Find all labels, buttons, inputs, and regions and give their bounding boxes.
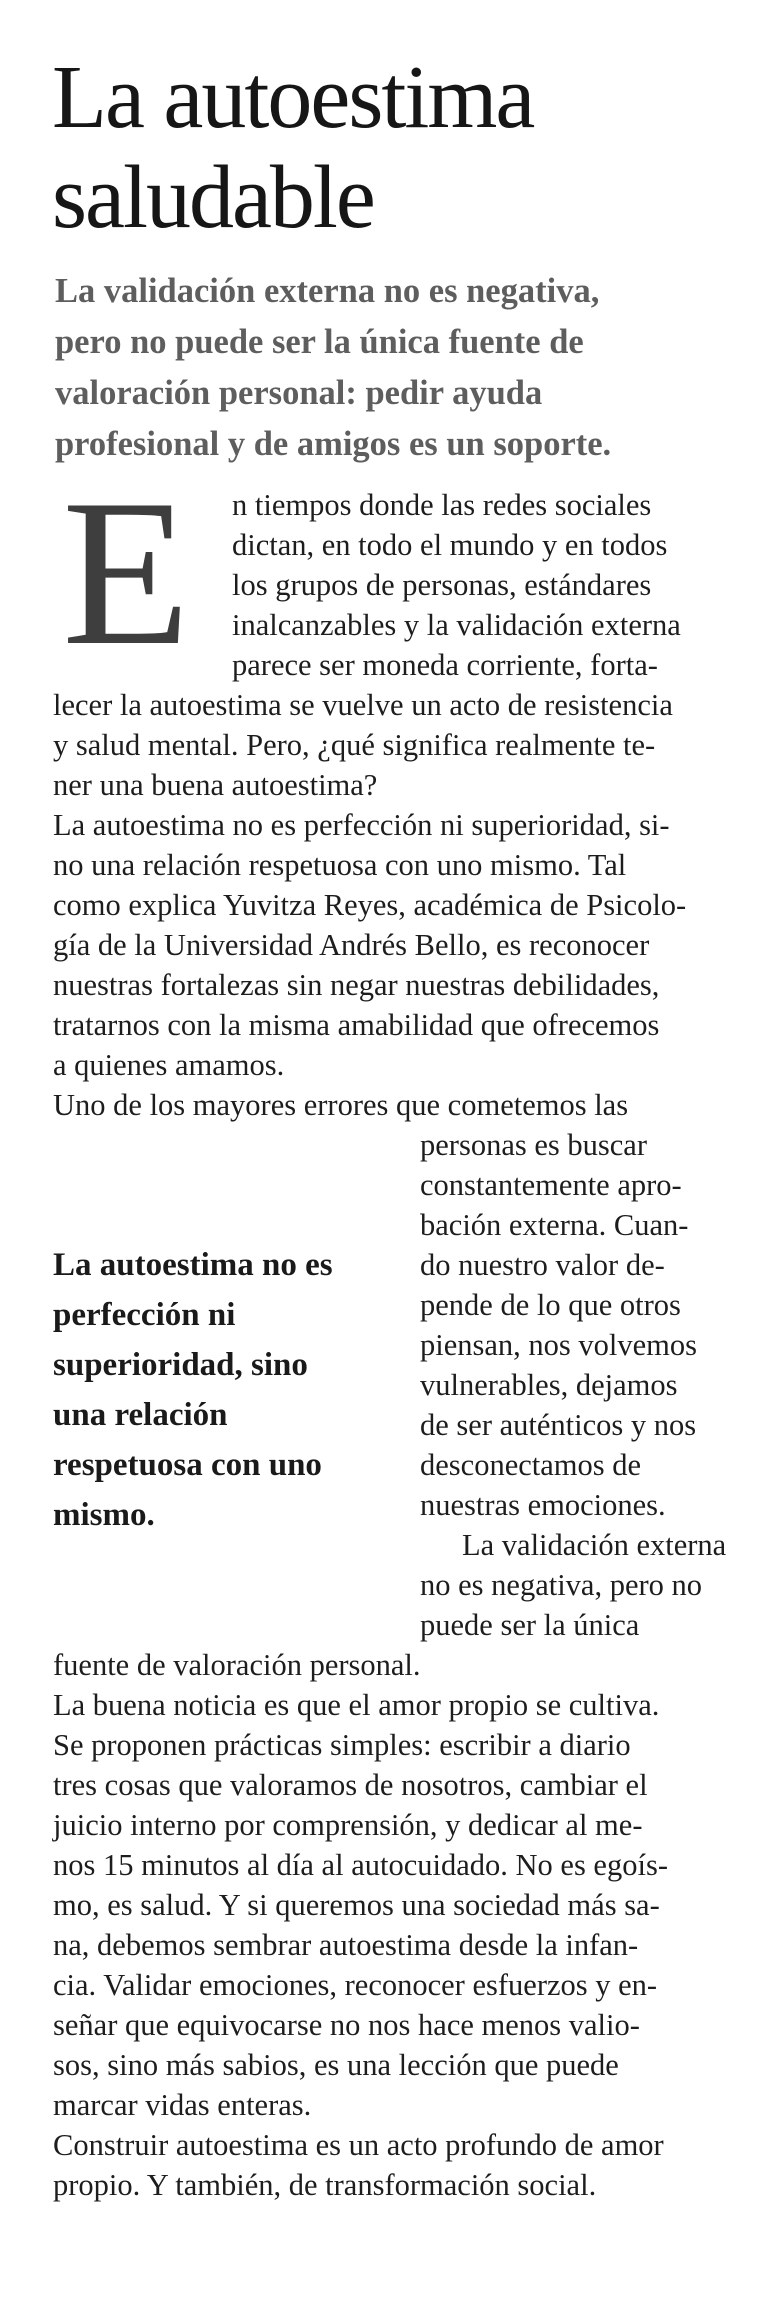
- body-line: constantemente apro-: [420, 1168, 682, 1202]
- body-line: gía de la Universidad Andrés Bello, es reconocer: [53, 928, 650, 962]
- body-line: La validación externa: [462, 1528, 727, 1562]
- body-line: señar que equivocarse no nos hace menos valio-: [53, 2008, 640, 2042]
- body-line: La autoestima no es perfección ni superioridad, si-: [53, 808, 670, 842]
- body-line: a quienes amamos.: [53, 1048, 285, 1082]
- body-line: lecer la autoestima se vuelve un acto de resistencia: [53, 688, 673, 722]
- body-line: tratarnos con la misma amabilidad que ofrecemos: [53, 1008, 660, 1042]
- body-line: sos, sino más sabios, es una lección que puede: [53, 2048, 619, 2082]
- pull-quote-line: respetuosa con uno: [53, 1447, 322, 1483]
- body-line: los grupos de personas, estándares: [232, 568, 652, 602]
- body-line: no una relación respetuosa con uno mismo. Tal: [53, 848, 627, 882]
- article-title: [52, 48, 752, 248]
- body-line: parece ser moneda corriente, forta-: [232, 648, 658, 682]
- body-line: ner una buena autoestima?: [53, 768, 378, 802]
- body-line: propio. Y también, de transformación social.: [53, 2168, 597, 2202]
- article-lead: [55, 266, 755, 470]
- lead-line: pero no puede ser la única fuente de: [55, 323, 584, 361]
- body-line: nuestras emociones.: [420, 1488, 666, 1522]
- body-line: Uno de los mayores errores que cometemos las: [53, 1088, 629, 1122]
- drop-cap: E: [62, 457, 191, 689]
- body-line: La buena noticia es que el amor propio se cultiva.: [53, 1688, 660, 1722]
- body-line: dictan, en todo el mundo y en todos: [232, 528, 668, 562]
- lead-line: La validación externa no es negativa,: [55, 272, 600, 310]
- body-line: cia. Validar emociones, reconocer esfuerzos y en-: [53, 1968, 658, 2002]
- pull-quote-line: mismo.: [53, 1497, 155, 1533]
- body-line: Se proponen prácticas simples: escribir a diario: [53, 1728, 631, 1762]
- body-line: desconectamos de: [420, 1448, 642, 1482]
- pull-quote-line: superioridad, sino: [53, 1347, 308, 1383]
- body-line: fuente de valoración personal.: [53, 1648, 421, 1682]
- body-line: juicio interno por comprensión, y dedicar al me-: [53, 1808, 643, 1842]
- body-line: piensan, nos volvemos: [420, 1328, 698, 1362]
- body-line: n tiempos donde las redes sociales: [232, 488, 652, 522]
- pull-quote-line: perfección ni: [53, 1297, 236, 1333]
- body-line: pende de lo que otros: [420, 1288, 681, 1322]
- body-line: marcar vidas enteras.: [53, 2088, 312, 2122]
- pull-quote-line: La autoestima no es: [53, 1247, 333, 1283]
- body-line: y salud mental. Pero, ¿qué significa realmente te-: [53, 728, 656, 762]
- body-line: de ser auténticos y nos: [420, 1408, 697, 1442]
- body-line: puede ser la única: [420, 1608, 640, 1642]
- body-line: inalcanzables y la validación externa: [232, 608, 681, 642]
- body-line: como explica Yuvitza Reyes, académica de Psicolo-: [53, 888, 687, 922]
- lead-line: profesional y de amigos es un soporte.: [55, 425, 612, 463]
- title-line: saludable: [52, 148, 374, 247]
- body-line: nuestras fortalezas sin negar nuestras debilidades,: [53, 968, 660, 1002]
- body-line: no es negativa, pero no: [420, 1568, 703, 1602]
- body-line: bación externa. Cuan-: [420, 1208, 689, 1242]
- body-line: personas es buscar: [420, 1128, 647, 1162]
- pull-quote-line: una relación: [53, 1397, 228, 1433]
- lead-line: valoración personal: pedir ayuda: [55, 374, 543, 412]
- body-line: na, debemos sembrar autoestima desde la infan-: [53, 1928, 639, 1962]
- body-line: mo, es salud. Y si queremos una sociedad más sa-: [53, 1888, 660, 1922]
- title-line: La autoestima: [52, 48, 534, 147]
- body-line: vulnerables, dejamos: [420, 1368, 678, 1402]
- body-line: tres cosas que valoramos de nosotros, cambiar el: [53, 1768, 648, 1802]
- body-line: Construir autoestima es un acto profundo de amor: [53, 2128, 664, 2162]
- body-line: do nuestro valor de-: [420, 1248, 665, 1282]
- pull-quote: [53, 1240, 413, 1540]
- body-line: nos 15 minutos al día al autocuidado. No es egoís-: [53, 1848, 668, 1882]
